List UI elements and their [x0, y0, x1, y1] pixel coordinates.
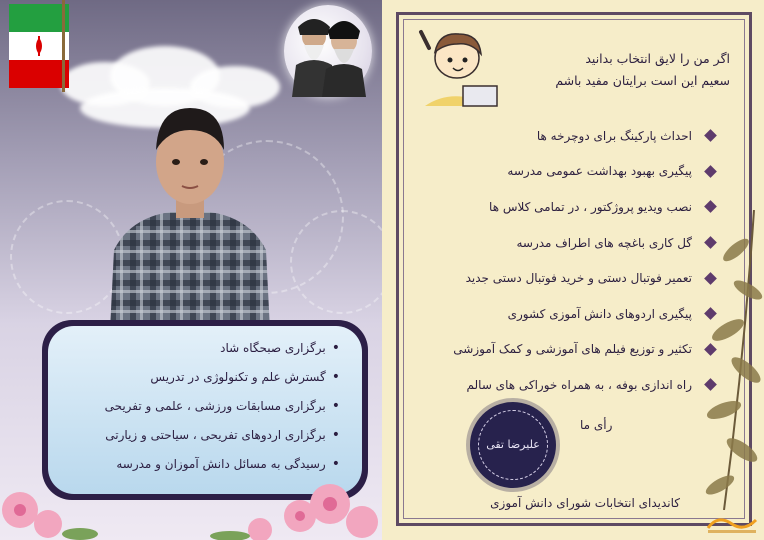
quote-line: اگر من را لایق انتخاب بدانید	[585, 51, 730, 66]
seal-name: علیرضا تقی	[486, 438, 540, 451]
list-item: گل کاری باغچه های اطراف مدرسه	[440, 225, 715, 261]
list-item: • برگزاری مسابقات ورزشی ، علمی و تفریحی	[64, 398, 340, 414]
campaign-quote	[490, 48, 730, 92]
list-item: تکثیر و توزیع فیلم های آموزشی و کمک آموزشی	[440, 332, 715, 368]
list-item: • رسیدگی به مسائل دانش آموزان و مدرسه	[64, 456, 340, 472]
mandala-decoration	[290, 210, 382, 314]
diamond-bullet-icon	[704, 129, 717, 142]
flowers-icon	[0, 450, 382, 540]
flag-pole	[62, 0, 65, 92]
list-item: • گسترش علم و تکنولوژی در تدریس	[64, 369, 340, 385]
promises-list	[440, 118, 715, 403]
diamond-bullet-icon	[704, 165, 717, 178]
leaders-portrait-icon	[284, 5, 372, 97]
quote-line: سعیم این است برایتان مفید باشم	[555, 73, 730, 88]
list-item: تعمیر فوتبال دستی و خرید فوتبال دستی جدید	[440, 260, 715, 296]
list-item: • برگزاری صبحگاه شاد	[64, 340, 340, 356]
list-item: راه اندازی بوفه ، به همراه خوراکی های سالم	[440, 367, 715, 403]
vote-label: رأی ما	[580, 418, 613, 432]
iran-flag-icon	[9, 4, 69, 88]
footer-caption: کاندیدای انتخابات شورای دانش آموزی	[490, 496, 680, 510]
list-item: پیگیری بهبود بهداشت عمومی مدرسه	[440, 154, 715, 190]
list-item: احداث پارکینگ برای دوچرخه ها	[440, 118, 715, 154]
list-item: پیگیری اردوهای دانش آموزی کشوری	[440, 296, 715, 332]
watermark-logo-icon	[704, 512, 760, 536]
student-photo	[110, 100, 270, 330]
list-item: • برگزاری اردوهای تفریحی ، سیاحتی و زیارتی	[64, 427, 340, 443]
list-item: نصب ویدیو پروژکتور ، در تمامی کلاس ها	[440, 189, 715, 225]
mandala-decoration	[10, 200, 124, 314]
seal-badge-icon	[470, 402, 556, 488]
olive-leaves-icon	[684, 210, 764, 510]
